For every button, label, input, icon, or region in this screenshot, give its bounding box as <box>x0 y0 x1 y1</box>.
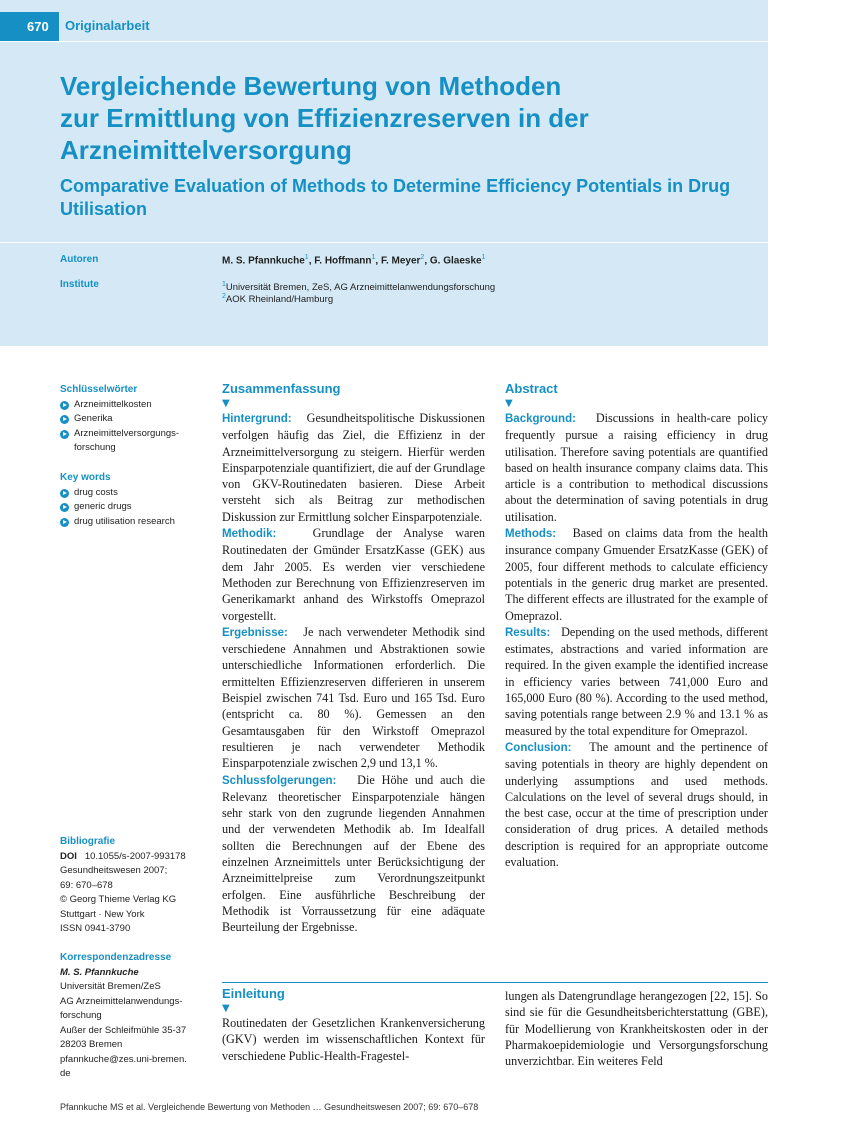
keywords-de <box>60 383 210 456</box>
triangle-down-icon: ▼ <box>222 398 230 409</box>
header-divider-bottom <box>0 242 768 243</box>
abstract-paragraph: Hintergrund: Gesundheitspolitische Diskussionen verfolgen häufig das Ziel, die Effizienz in der Arzneimittelversorgung zu steigern. Hierfür werden Einsparpotenziale quantifiziert, die auf der Grundlage von GKV-Routinedaten basieren. Diese Arbeit versteht sich als Beitrag zur methodischen Diskussion zur Ermittlung solcher Einsparpotenziale. <box>222 411 486 524</box>
keyword-item: Generika <box>60 412 210 427</box>
abstract-paragraph: Schlussfolgerungen: Die Höhe und auch die Relevanz theoretischer Einsparpotenziale hängen sehr stark von den zugrunde liegenden Annahmen und der verwendeten Methodik ab. Im Idealfall sollten die Berechnungen auf der Ebene des einzelnen Arzneimittels unter Berücksichtigung der Arzneimittelpreise zum Verordnungszeitpunkt erfolgen. Eine ausführliche Beschreibung der Methodik ist Vorraussetzung für eine adäquate Beurteilung der Ergebnisse. <box>222 772 485 935</box>
keyword-item: generic drugs <box>60 500 210 515</box>
title-german-line: Arzneimittelversorgung <box>60 135 352 165</box>
abstract-paragraph: Ergebnisse: Je nach verwendeter Methodik sind verschiedene Annahmen und Abstraktionen sowie unterschiedliche Informationen erforderlich. Die ermittelten Effizienzreserven differieren in unserem Beispiel zwischen 741 Tsd. Euro und 165 Tsd. Euro (entspricht ca. 80 %). Gemessen an den Gesamtausgaben für den Wirkstoff Omeprazol resultieren je nach verwendeter Methodik Einsparpotenziale zwischen 2,9 und 13,1 %. <box>222 624 486 771</box>
bullet-arrow-icon <box>60 430 69 439</box>
correspondence <box>60 951 210 1082</box>
bullet-arrow-icon <box>60 415 69 424</box>
bullet-arrow-icon <box>60 489 69 498</box>
triangle-down-icon: ▼ <box>505 398 513 409</box>
einleitung-heading: Einleitung <box>222 986 285 1001</box>
abstract-paragraph: Conclusion: The amount and the pertinence of saving potentials in theory are highly dependent on underlying assumptions and used methods. Calculations on the level of several drugs should, in the best case, occur at the time of prescription under consideration of drug prices. A detailed methods description is required for an appropriate outcome evaluation. <box>505 739 768 870</box>
body-paragraph: lungen als Datengrundlage herangezogen [22, 15]. So sind sie für die Gesundheitsberichterstattung (GBE), für Modellierung von Krankheitskosten oder in der Pharmakoepidemiologie und Versorgungsforschung unverzichtbar. Ein weiteres Feld <box>505 989 768 1069</box>
correspondence-name: M. S. Pfannkuche <box>60 966 139 978</box>
bullet-arrow-icon <box>60 401 69 410</box>
page-number: 670 <box>0 12 59 41</box>
keyword-item: Arzneimittelkosten <box>60 398 210 413</box>
title-german-line: zur Ermittlung von Effizienzreserven in der <box>60 103 589 133</box>
section-divider <box>222 982 768 983</box>
biblio-line: Stuttgart · New York <box>60 908 145 920</box>
author-name: F. Hoffmann <box>314 255 372 267</box>
keyword-item: drug costs <box>60 486 210 501</box>
einleitung-column-2 <box>505 988 768 1069</box>
abstract-paragraph: Background: Discussions in health-care policy frequently pursue a raising efficiency in drug utilisation. Therefore saving potentials are quantified based on health insurance company claims data. This article is a contribution to methodical discussions about the determination of saving potentials in drug utilisation. <box>505 411 768 524</box>
bibliography <box>60 835 210 937</box>
zusammenfassung-column <box>222 381 485 936</box>
section-label: Originalarbeit <box>65 18 150 33</box>
abstract-paragraph: Methodik: Grundlage der Analyse waren Routinedaten der Gmünder ErsatzKasse (GEK) aus dem Jahr 2005. Es werden vier verschiedene Methoden zur Berechnung von Effizienzreserven im Generikamarkt anhand des Wirkstoffs Omeprazol vorgestellt. <box>222 526 485 623</box>
bullet-arrow-icon <box>60 518 69 527</box>
institute-line: $^1$Universität Bremen, ZeS, AG Arzneimittelanwendungsforschung <box>222 281 496 294</box>
header-divider-top <box>0 41 768 42</box>
authors-label: Autoren <box>60 254 99 265</box>
keywords-de-heading: Schlüsselwörter <box>60 384 138 395</box>
author-list: M. S. Pfannkuche$^1$, F. Hoffmann$^1$, F. Meyer$^2$, G. Glaeske$^1$ <box>222 254 486 267</box>
author-name: G. Glaeske <box>429 255 482 267</box>
address-line: forschung <box>60 1010 102 1021</box>
einleitung-column-1 <box>222 986 485 1064</box>
title-german-line: Vergleichende Bewertung von Methoden <box>60 71 562 101</box>
author-name: F. Meyer <box>380 255 421 267</box>
abstract-heading: Abstract <box>505 381 558 396</box>
title-german <box>60 70 760 166</box>
biblio-line: © Georg Thieme Verlag KG <box>60 894 177 905</box>
abstract-column <box>505 381 768 870</box>
keywords-en-heading: Key words <box>60 472 111 483</box>
email-link[interactable]: pfannkuche@zes.uni-bremen. <box>60 1053 187 1065</box>
correspondence-heading: Korrespondenzadresse <box>60 952 172 963</box>
biblio-line: ISSN 0941-3790 <box>60 923 131 934</box>
triangle-down-icon: ▼ <box>222 1003 230 1014</box>
author-name: M. S. Pfannkuche <box>222 255 305 267</box>
keywords-en <box>60 471 210 529</box>
title-english: Comparative Evaluation of Methods to Determine Efficiency Potentials in Drug Utilisation <box>60 176 731 219</box>
address-line: 28203 Bremen <box>60 1039 123 1050</box>
keyword-item: drug utilisation research <box>60 515 210 530</box>
doi[interactable]: DOI 10.1055/s-2007-993178 <box>60 850 186 862</box>
address-line: Universität Bremen/ZeS <box>60 981 161 992</box>
bullet-arrow-icon <box>60 503 69 512</box>
institute-line: $^2$AOK Rheinland/Hamburg <box>222 293 334 306</box>
address-line: AG Arzneimittelanwendungs- <box>60 995 183 1007</box>
keyword-item: Arzneimittelversorgungs- forschung <box>60 427 210 456</box>
address-line: Außer der Schleifmühle 35-37 <box>60 1024 187 1036</box>
abstract-paragraph: Methods: Based on claims data from the health insurance company Gmuender ErsatzKasse (GEK) of 2005, four different methods to calculate efficiency potentials in the generic drug market are presented. The different effects are illustrated for the example of Omeprazol. <box>505 526 768 623</box>
page-footer: Pfannkuche MS et al. Vergleichende Bewertung von Methoden … Gesundheitswesen 2007; 69: 670–678 <box>60 1102 479 1112</box>
email-link[interactable]: de <box>60 1068 71 1079</box>
biblio-line: Gesundheitswesen 2007; <box>60 865 168 876</box>
abstract-paragraph: Results: Depending on the used methods, different estimates, abstractions and varied information are required. In the given example the identified increase in efficiency varies between 741,000 Euro and 165,000 Euro (80 %). According to the used method, saving potentials range between 2.9 % and 13.1 % as measured by the total expenditure for Omeprazol. <box>505 624 768 738</box>
body-paragraph: Routinedaten der Gesetzlichen Krankenversicherung (GKV) werden im wissenschaftlichen Kontext für verschiedene Public-Health-Fragestel- <box>222 1016 485 1063</box>
biblio-line: 69: 670–678 <box>60 879 113 891</box>
bibliography-heading: Bibliografie <box>60 836 116 847</box>
zusammenfassung-heading: Zusammenfassung <box>222 381 341 396</box>
institute-label: Institute <box>60 279 99 290</box>
